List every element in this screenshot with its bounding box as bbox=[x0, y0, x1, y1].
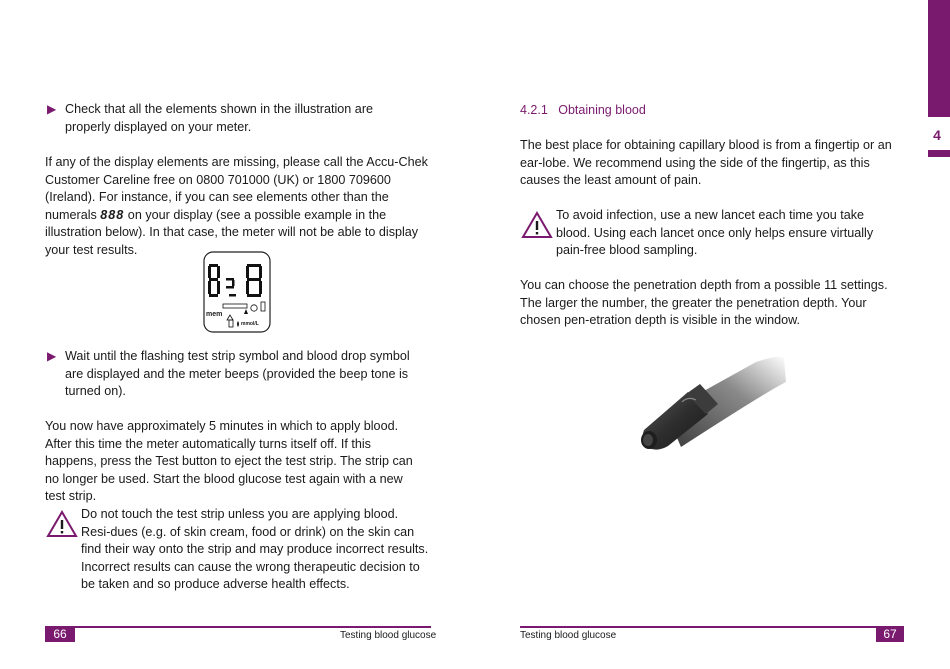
penetration-depth-paragraph: You can choose the penetration depth from a possible 11 settings. The larger the number, the greater the penetration depth. Your chosen pen-etration depth is visible in the window. bbox=[520, 278, 888, 328]
page-number-67: 67 bbox=[876, 627, 904, 642]
right-footer-line bbox=[520, 626, 904, 628]
left-warning bbox=[45, 506, 435, 594]
left-footer-line bbox=[45, 626, 431, 628]
display-unit-label: mmol/L bbox=[241, 321, 259, 327]
section-heading bbox=[520, 102, 646, 120]
chapter-tab-number: 4 bbox=[933, 127, 941, 143]
left-warning-text: Do not touch the test strip unless you are applying blood. Resi-dues (e.g. of skin cream, food or drink) on the skin can find their way onto the strip and may produce incorrect results. Incorrect results can cause the wrong therapeutic decision to be taken and so produce adverse health effects. bbox=[81, 507, 429, 592]
meter-display-illustration bbox=[203, 251, 271, 333]
chapter-tab-bar bbox=[928, 0, 950, 117]
numerals-888: 888 bbox=[100, 207, 125, 222]
careline-text-b: on your display (see a possible example in the illustration below). In that case, the meter will not be able to display your test results. bbox=[45, 207, 419, 257]
right-footer-title: Testing blood glucose bbox=[520, 630, 617, 641]
best-place-paragraph: The best place for obtaining capillary blood is from a fingertip or an ear-lobe. We recommend using the side of the fingertip, as this causes the least amount of pain. bbox=[520, 138, 892, 188]
careline-text-a: If any of the display elements are missing, please call the Accu-Chek Customer Careline free on 0800 701000 (UK) or 1800 709600 (Ireland). For instance, if you can see elements other than the numerals bbox=[45, 155, 428, 222]
warning-triangle-icon bbox=[521, 211, 553, 239]
bullet-instruction-1: Check that all the elements shown in the illustration are properly displayed on your meter. bbox=[65, 102, 374, 134]
five-minutes-paragraph: You now have approximately 5 minutes in which to apply blood. After this time the meter automatically turns itself off. If this happens, press the Test button to eject the test strip. The strip can no longer be used. Start the blood glucose test again with a new test strip. bbox=[45, 419, 413, 504]
section-title: Obtaining blood bbox=[558, 103, 646, 117]
left-footer-title: Testing blood glucose bbox=[340, 630, 437, 641]
right-warning-text: To avoid infection, use a new lancet each time you take blood. Using each lancet once only helps ensure virtually pain-free blood sampling. bbox=[556, 208, 874, 258]
display-mem-label: mem bbox=[206, 311, 223, 318]
warning-triangle-icon bbox=[46, 510, 78, 538]
left-page bbox=[45, 101, 430, 136]
page-number-66: 66 bbox=[45, 627, 75, 642]
left-bullet-2 bbox=[45, 348, 430, 401]
chapter-tab-marker bbox=[928, 150, 950, 157]
bullet-instruction-2: Wait until the flashing test strip symbol and blood drop symbol are displayed and the meter beeps (provided the beep tone is turned on). bbox=[65, 349, 410, 399]
right-warning bbox=[520, 207, 900, 260]
bullet-arrow-icon: ▶ bbox=[47, 102, 57, 116]
bullet-arrow-icon: ▶ bbox=[47, 349, 57, 363]
careline-paragraph bbox=[45, 154, 431, 260]
section-number: 4.2.1 bbox=[520, 103, 548, 117]
lancing-device-illustration bbox=[636, 352, 786, 454]
